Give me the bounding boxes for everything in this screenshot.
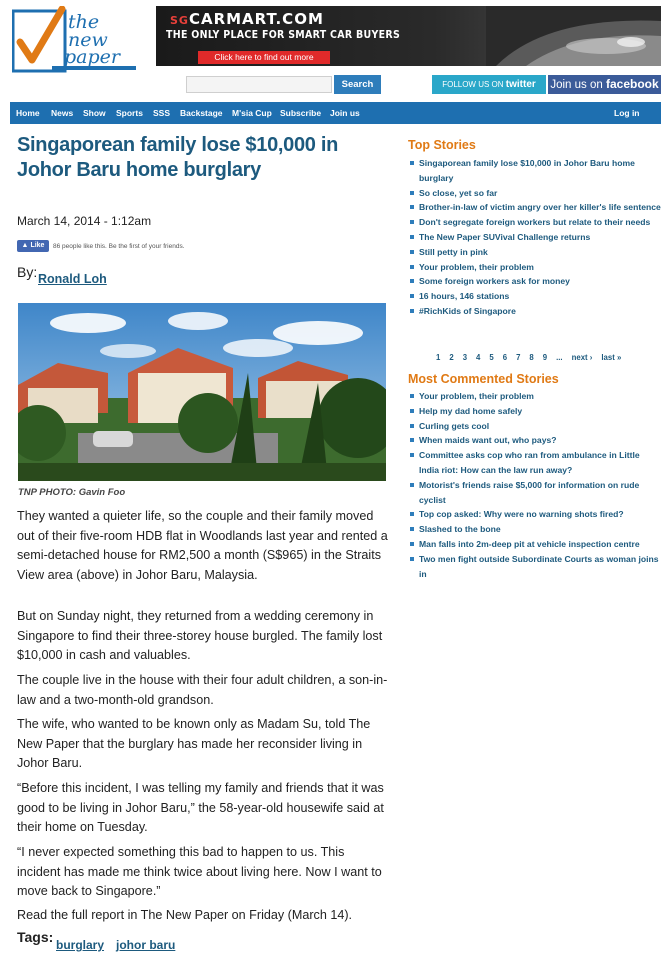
tags-label: Tags: <box>17 929 54 945</box>
follow-facebook-prefix: Join us on <box>550 79 603 91</box>
top-stories-title: Top Stories <box>408 138 476 152</box>
pager-page-9[interactable]: 9 <box>542 353 548 362</box>
top-story-link[interactable]: Still petty in pink <box>409 245 661 260</box>
thumbs-up-icon: ▲ <box>21 242 29 249</box>
nav-item-join-us[interactable]: Join us <box>330 108 360 118</box>
most-commented-title: Most Commented Stories <box>408 372 559 386</box>
pager-page-3[interactable]: 3 <box>462 353 468 362</box>
join-facebook-button[interactable] <box>548 75 661 94</box>
search-input[interactable] <box>186 76 332 93</box>
most-commented-link[interactable]: When maids want out, who pays? <box>409 433 661 448</box>
follow-twitter-button[interactable] <box>432 75 546 94</box>
top-stories-list <box>409 156 661 319</box>
facebook-like-button[interactable]: ▲ Like <box>17 240 49 252</box>
photo-credit: TNP PHOTO: Gavin Foo <box>18 487 126 498</box>
nav-item-news[interactable]: News <box>51 108 74 118</box>
article-paragraph: But on Sunday night, they returned from a wedding ceremony in Singapore to find their three-storey house burgled. The family lost $10,000 in cash and valuables. <box>17 609 383 662</box>
most-commented-link[interactable]: Man falls into 2m-deep pit at vehicle inspection centre <box>409 537 661 552</box>
article-photo <box>18 303 386 481</box>
author-link[interactable]: Ronald Loh <box>38 272 107 286</box>
article-date: March 14, 2014 - 1:12am <box>17 214 152 228</box>
tag-link-burglary[interactable]: burglary <box>56 938 105 952</box>
top-story-link[interactable]: Your problem, their problem <box>409 260 661 275</box>
byline-label: By: <box>17 264 38 280</box>
most-commented-link[interactable]: Curling gets cool <box>409 419 661 434</box>
top-story-link[interactable]: Singaporean family lose $10,000 in Johor Baru home burglary <box>409 156 661 186</box>
article-paragraph: “I never expected something this bad to happen to us. This incident has made me think twice about living here. Now I want to move back to Singapore.” <box>17 845 382 898</box>
car-image <box>486 6 661 66</box>
facebook-like-count: 86 people like this. Be the first of your friends. <box>53 242 185 250</box>
article-paragraph: The couple live in the house with their four adult children, a son-in-law and a two-month-old grandson. <box>17 673 388 707</box>
most-commented-link[interactable]: Your problem, their problem <box>409 389 661 404</box>
top-story-link[interactable]: Don't segregate foreign workers but relate to their needs <box>409 215 661 230</box>
most-commented-link[interactable]: Committee asks cop who ran from ambulance in Little India riot: How can the law run away? <box>409 448 661 478</box>
main-nav <box>10 102 661 124</box>
banner-cta-button[interactable]: Click here to find out more <box>198 51 330 64</box>
top-story-link[interactable]: #RichKids of Singapore <box>409 304 661 319</box>
top-story-link[interactable]: 16 hours, 146 stations <box>409 289 661 304</box>
twitter-brand: twitter <box>505 79 536 90</box>
pager-page-7[interactable]: 7 <box>516 353 521 362</box>
pager-page-5[interactable]: 5 <box>489 353 494 362</box>
article-headline: Singaporean family lose $10,000 in Johor Baru home burglary <box>17 134 339 181</box>
nav-item-sports[interactable]: Sports <box>116 108 143 118</box>
facebook-like-widget <box>17 240 185 252</box>
article-paragraph: “Before this incident, I was telling my family and friends that it was good to be living in Johor Baru,” the 58-year-old housewife said at their home on Tuesday. <box>17 781 384 834</box>
most-commented-link[interactable]: Help my dad home safely <box>409 404 661 419</box>
pager-page-2[interactable]: 2 <box>449 353 454 362</box>
nav-item-sss[interactable]: SSS <box>153 108 171 118</box>
top-story-link[interactable]: So close, yet so far <box>409 186 661 201</box>
login-link[interactable]: Log in <box>614 108 640 118</box>
top-stories-pager <box>436 353 630 362</box>
top-story-link[interactable]: Brother-in-law of victim angry over her killer's life sentence <box>409 200 661 215</box>
nav-item-msia-cup[interactable]: M'sia Cup <box>232 108 272 118</box>
carmart-banner-ad[interactable] <box>156 6 661 66</box>
pager-page-1[interactable]: 1 <box>436 353 441 362</box>
most-commented-link[interactable]: Motorist's friends raise $5,000 for information on rude cyclist <box>409 478 661 508</box>
svg-text:new: new <box>68 29 108 51</box>
banner-brand: SGCARMART.COM <box>170 10 324 28</box>
facebook-brand: facebook <box>605 77 659 91</box>
pager-page-6[interactable]: 6 <box>502 353 508 362</box>
pager-last[interactable]: last » <box>601 353 622 362</box>
pager-next[interactable]: next › <box>571 353 593 362</box>
nav-item-home[interactable]: Home <box>16 108 40 118</box>
nav-item-show[interactable]: Show <box>83 108 106 118</box>
pager-ellipsis: ... <box>556 353 563 362</box>
most-commented-link[interactable]: Slashed to the bone <box>409 522 661 537</box>
nav-item-subscribe[interactable]: Subscribe <box>280 108 322 118</box>
top-story-link[interactable]: The New Paper SUVival Challenge returns <box>409 230 661 245</box>
most-commented-link[interactable]: Two men fight outside Subordinate Courts as woman joins in <box>409 552 661 582</box>
most-commented-list <box>409 389 661 581</box>
search-button[interactable]: Search <box>334 75 381 94</box>
article-paragraph: The wife, who wanted to be known only as Madam Su, told The New Paper that the burglary has made her reconsider living in Johor Baru. <box>17 717 371 770</box>
top-story-link[interactable]: Some foreign workers ask for money <box>409 274 661 289</box>
most-commented-link[interactable]: Top cop asked: Why were no warning shots fired? <box>409 507 661 522</box>
pager-page-8[interactable]: 8 <box>529 353 534 362</box>
svg-text:the: the <box>68 11 100 33</box>
svg-text:paper: paper <box>64 46 120 68</box>
banner-tagline: THE ONLY PLACE FOR SMART CAR BUYERS <box>166 29 401 41</box>
article-paragraph: Read the full report in The New Paper on Friday (March 14). <box>17 908 353 922</box>
follow-twitter-prefix: FOLLOW US ON <box>442 80 504 89</box>
site-logo[interactable] <box>12 6 136 76</box>
tag-link-johor-baru[interactable]: johor baru <box>116 938 176 952</box>
nav-item-backstage[interactable]: Backstage <box>180 108 223 118</box>
pager-page-4[interactable]: 4 <box>476 353 481 362</box>
article-paragraph: They wanted a quieter life, so the couple and their family moved out of their five-room HDB flat in Woodlands last year and rented a semi-detached house for RM2,500 a month (S$965) in the Straits View area (above) in Johor Baru, Malaysia. <box>17 509 388 582</box>
